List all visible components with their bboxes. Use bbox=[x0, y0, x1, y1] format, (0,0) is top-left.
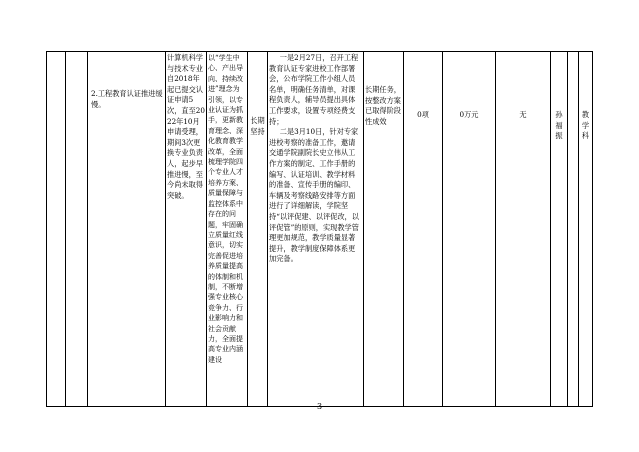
count-cell: 0项 bbox=[404, 52, 443, 407]
department-cell: 教学科 bbox=[579, 52, 593, 407]
leader-cell: 孙福振 bbox=[551, 52, 568, 407]
plan-paragraph-2: 二是3月10日，针对专家进校考察的准备工作，邀请交通学院副院长史立伟从工作方案的制定、工作手册的编写、认证培训、教学材料的准备、宣传手册的编印、车辆及考察线路安排等方面进行了详细解读，学院坚持“以评促建、以评促改，以评促管”的原则，实现教学管理更加规范，教学质量显著提升，教学制度保障体系更加完备。 bbox=[269, 127, 359, 264]
spacer-cell bbox=[568, 52, 579, 407]
plan-paragraph-1: 一是2月27日，召开工程教育认证专家进校工作部署会，公布学院工作小组人员名单，明确任务清单，对课程负责人，辅导员提出具体工作要求，设置专项经费支持； bbox=[269, 53, 359, 126]
plan-cell bbox=[268, 52, 364, 407]
cell-index bbox=[47, 52, 66, 407]
measure-cell: 以“学生中心、产出导向、持续改进”理念为引领，以专业认证为抓手，更新教育理念、深化教育教学改革，全面梳理学院四个专业人才培养方案、质量保障与监控体系中存在的问题，牢固确立质量红线意识，切实完善促进培养质量提高的体制和机制，不断增强专业核心竞争力、行业影响力和社会贡献力，全面提高专业内涵建设 bbox=[207, 52, 248, 407]
rectification-table bbox=[46, 51, 593, 407]
page-number: 3 bbox=[316, 402, 323, 411]
problem-cell: 计算机科学与技术专业自2018年起已提交认证申请5次，直至2022年10月申请受理，期间3次更换专业负责人，起步早推进慢，至今尚未取得突破。 bbox=[166, 52, 207, 407]
cell-category bbox=[66, 52, 88, 407]
timeline-cell: 长期任务，按整改方案已取得阶段性成效 bbox=[364, 52, 404, 407]
other-cell: 无 bbox=[496, 52, 551, 407]
duration-cell: 长期坚持 bbox=[248, 52, 268, 407]
task-cell: 2.工程教育认证推进缓慢。 bbox=[88, 52, 166, 407]
table-row bbox=[47, 52, 593, 407]
funds-cell: 0万元 bbox=[443, 52, 496, 407]
